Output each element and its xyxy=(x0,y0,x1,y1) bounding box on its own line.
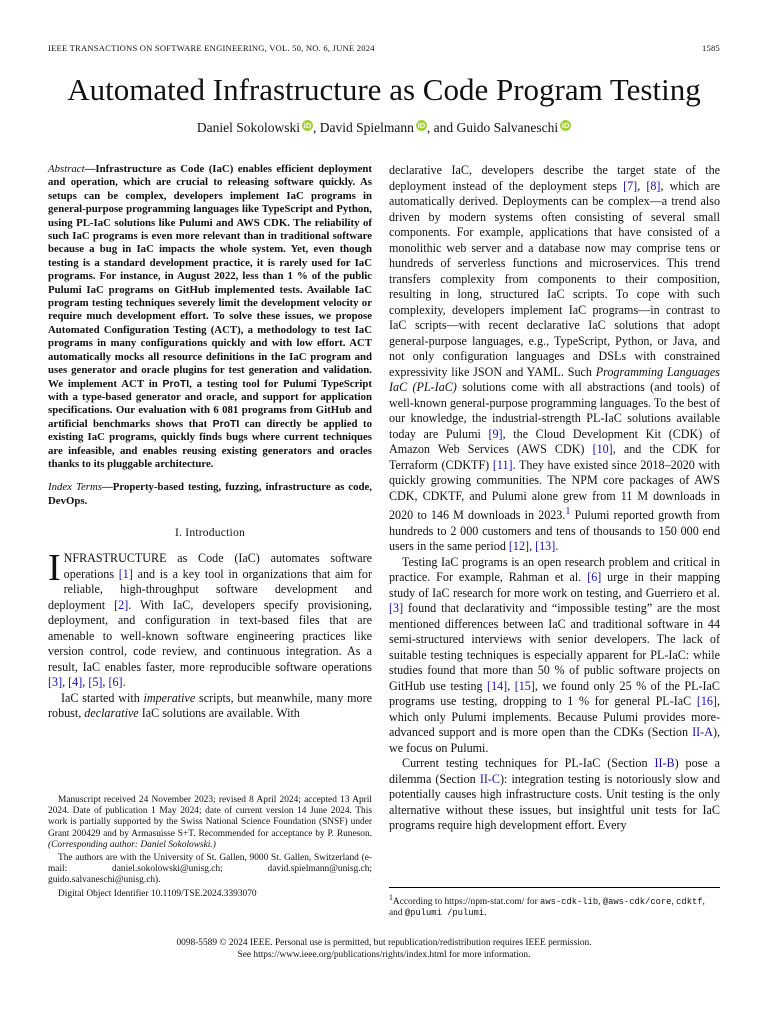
paragraph: Current testing techniques for PL-IaC (Section II-B) pose a dilemma (Section II-C): integration testing is notoriously slow and potentially causes high infrastructure costs. Unit testing is the only alternative without these issues, but insightful unit tests for IaC programs require high development effort. Every xyxy=(389,756,721,833)
drop-cap: I xyxy=(48,547,61,590)
citation-link[interactable]: [9] xyxy=(488,426,503,441)
journal-name: IEEE TRANSACTIONS ON SOFTWARE ENGINEERING, VOL. 50, NO. 6, JUNE 2024 xyxy=(48,43,375,53)
right-column xyxy=(389,163,720,834)
author-list xyxy=(0,120,768,136)
citation-link[interactable]: [2] xyxy=(114,597,129,612)
first-page-footnotes xyxy=(48,795,372,902)
citation-link[interactable]: [3] xyxy=(48,675,63,690)
citation-link[interactable]: [3] xyxy=(389,601,404,616)
section-link[interactable]: II-A xyxy=(692,725,713,740)
citation-link[interactable]: [5] xyxy=(88,675,103,690)
tool-name: ProTI xyxy=(162,378,190,390)
section-link[interactable]: II-B xyxy=(654,756,675,771)
author-name: Daniel Sokolowski xyxy=(196,120,300,135)
rights-link-line[interactable]: See https://www.ieee.org/publications/rights/index.html for more information. xyxy=(237,949,531,960)
copyright-notice xyxy=(0,938,768,961)
abstract: Abstract—Infrastructure as Code (IaC) enables efficient deployment and operation, which are crucial to releasing software quickly. As setups can be complex, developers implement IaC programs in general-purpose programming languages like TypeScript and Python, using PL-IaC solutions like Pulumi and AWS CDK. The reliability of such IaC programs is even more relevant than in traditional software because a bug in IaC impacts the whole system. Yet, even though testing is a standard development practice, it is rarely used for IaC programs. For instance, in August 2022, less than 1 % of the public Pulumi IaC programs on GitHub implemented tests. Available IaC program testing techniques severely limit the development velocity or require much development effort. To solve these issues, we propose Automated Configuration Testing (ACT), a methodology to test IaC programs in many configurations quickly and with low effort. ACT automatically mocks all resource definitions in the IaC program and uses generator and oracle plugins for test generation and validation. We implement ACT in ProTI, a testing tool for Pulumi TypeScript with a type-based generator and oracle, and support for application specifications. Our evaluation with 6 081 programs from GitHub and artificial benchmarks shows that ProTI can directly be applied to existing IaC programs, quickly finds bugs where current techniques are infeasible, and enables reusing existing generators and oracles thanks to its pluggable architecture. xyxy=(48,163,372,470)
author-name: Guido Salvaneschi xyxy=(456,120,559,135)
citation-link[interactable]: [10] xyxy=(592,442,613,456)
footnote: $^1$According to https://npm-stat.com/ for aws-cdk-lib, @aws-cdk/core, cdktf, and @pulumi /pulumi. xyxy=(389,887,720,920)
author-separator: , xyxy=(313,120,320,135)
page-number: 1585 xyxy=(702,43,720,53)
footnote-marker[interactable]: 1 xyxy=(565,506,571,517)
citation-link[interactable]: [4] xyxy=(68,675,83,690)
orcid-icon[interactable]: iD xyxy=(417,121,426,130)
abstract-label: Abstract xyxy=(48,163,85,175)
citation-link[interactable]: [1] xyxy=(118,566,133,581)
orcid-icon[interactable]: iD xyxy=(561,121,570,130)
author-separator: , and xyxy=(426,120,457,135)
citation-link[interactable]: [6] xyxy=(108,675,123,690)
citation-link[interactable]: [13] xyxy=(535,539,556,554)
manuscript-note: Manuscript received 24 November 2023; revised 8 April 2024; accepted 13 April 2024. Date of publication 1 May 2024; date of current version 14 June 2024. This work is partially supported by the Swiss National Science Foundation (SNSF) under Grant 200429 and by Armasuisse S+T. Recommended for acceptance by P. Runeson. (Corresponding author: Daniel Sokolowski.) xyxy=(48,795,372,850)
citation-link[interactable]: [7] xyxy=(623,178,638,193)
section-link[interactable]: II-C xyxy=(479,771,500,786)
citation-link[interactable]: [16] xyxy=(696,694,717,709)
section-heading: I. Introduction xyxy=(175,526,245,540)
paragraph: INFRASTRUCTURE as Code (IaC) automates software operations [1] and is a key tool in organizations that aim for reliable, high-throughput software development and deployment [2]. With IaC, developers specify provisioning, deployment, and configuration in text-based files that are amenable to well-known software engineering practices like version control, code review, and continuous integration. As a result, IaC enables faster, more reproducible software operations [3], [4], [5], [6]. xyxy=(48,547,372,690)
citation-link[interactable]: [12] xyxy=(508,539,530,554)
paragraph: Testing IaC programs is an open research problem and critical in practice. For example, Rahman et al. [6] urge in their mapping study of IaC research for more work on testing, and Guerriero et al. [3] found that declarativity and “impossible testing” are the most mentioned differences between IaC and traditional software in 44 semi-structured interviews with senior developers. The lack of suitable testing techniques is especially apparent for PL-IaC: while studies found that more than 50 % of public software projects on GitHub use testing [14], [15], we found only 25 % of the PL-IaC programs use testing, dropping to 1 % for general PL-IaC [16], which only Pulumi implements. Because Pulumi provides more-advanced support and is more open than the CDKs (Section II-A), we focus on Pulumi. xyxy=(389,554,721,755)
citation-link[interactable]: [6] xyxy=(587,570,602,585)
doi-note: Digital Object Identifier 10.1109/TSE.2024.3393070 xyxy=(58,888,257,899)
citation-link[interactable]: [15] xyxy=(514,678,535,693)
index-terms-label: Index Terms xyxy=(48,481,102,494)
footnote-number: 1 xyxy=(389,893,393,902)
copyright-line: 0098-5589 © 2024 IEEE. Personal use is permitted, but republication/redistribution requires IEEE permission. xyxy=(176,938,592,948)
paragraph: declarative IaC, developers describe the target state of the deployment instead of the deployment steps [7], [8], which are automatically derived. Deployments can be complex—a trend also driven by modern systems often consisting of several small components. For example, applications that have consisted of a monolithic web server and a database now may comprise tens or hundreds of serverless functions and microservices. This trend transfers complexity from components to their composition, resulting in long, structured IaC scripts. To cope with such complexity, developers implement IaC programs—in contrast to IaC scripts—with recent declarative IaC solutions that adopt general-purpose languages, e.g., TypeScript, Python, or Java, and not only configuration languages and DSLs with constrained expressivity like JSON and YAML. Such Programming Languages IaC (PL-IaC) solutions come with all abstractions (and tools) of well-known general-purpose programming languages. To the best of our knowledge, the industrial-strength PL-IaC solutions available today are Pulumi [9], the Cloud Development Kit (CDK) of Amazon Web Services (AWS CDK) [10], and the CDK for Terraform (CDKTF) [11]. They have existed since 2018–2020 with quickly growing communities. The NPM core packages of AWS CDK, CDKTF, and Pulumi alone grew from 11 M downloads in 2020 to 146 M downloads in 2023.$^1$ Pulumi reported growth from hundreds to 2 000 customers and tens of thousands to 150 000 end users in the same period [12], [13]. xyxy=(389,163,721,554)
tool-name: ProTI xyxy=(212,418,240,430)
citation-link[interactable]: [8] xyxy=(646,178,661,193)
left-column xyxy=(48,163,372,722)
affiliation-note: The authors are with the University of St. Gallen, 9000 St. Gallen, Switzerland (e-mail: daniel.sokolowski@unisg.ch; david.spielmann@unisg.ch; guido.salvaneschi@unisg.ch). xyxy=(48,853,372,886)
orcid-icon[interactable]: iD xyxy=(303,121,312,130)
citation-link[interactable]: [11] xyxy=(492,457,513,472)
running-header xyxy=(48,43,720,53)
paragraph: IaC started with imperative scripts, but meanwhile, many more robust, declarative IaC solutions are available. With xyxy=(48,690,372,721)
index-terms: Index Terms—Property-based testing, fuzzing, infrastructure as code, DevOps. xyxy=(48,481,372,507)
author-name: David Spielmann xyxy=(319,120,414,135)
paper-title: Automated Infrastructure as Code Program Testing xyxy=(67,72,701,107)
citation-link[interactable]: [14] xyxy=(487,678,508,693)
